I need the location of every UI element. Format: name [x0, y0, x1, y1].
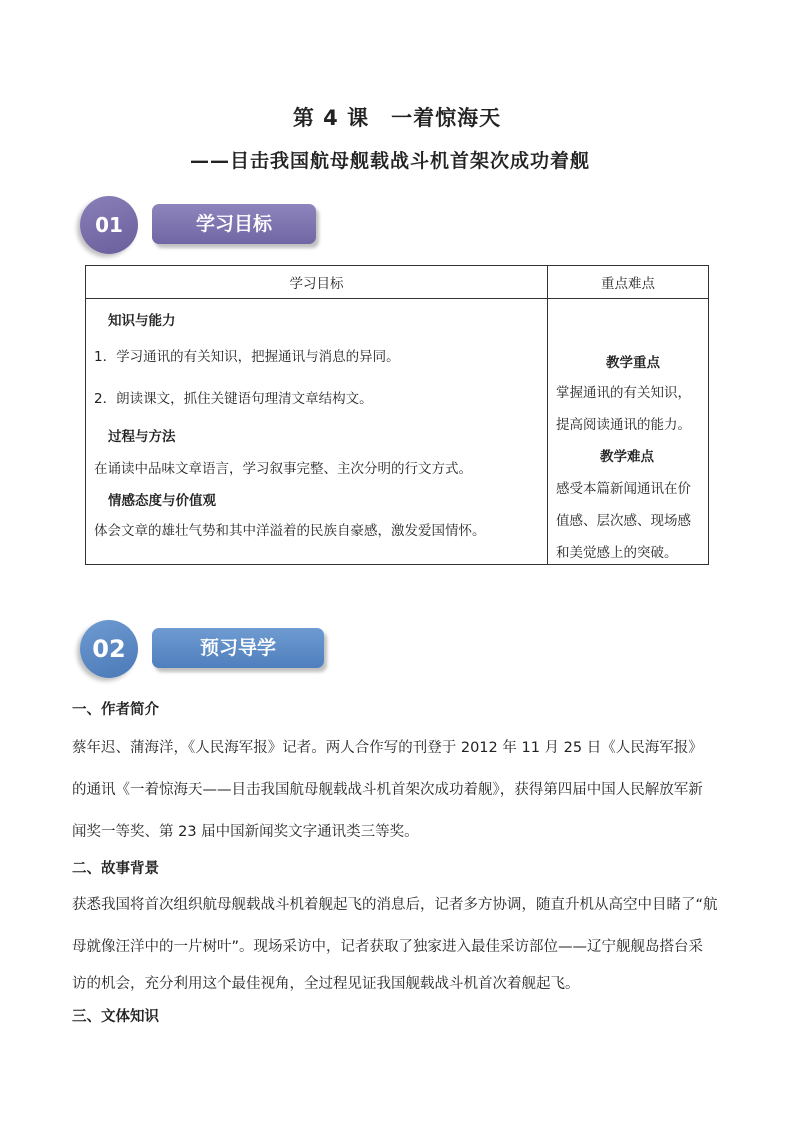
section-label: 学习目标 — [152, 204, 316, 244]
goals-cell — [86, 299, 548, 565]
author-text-line-2: 的通讯《一着惊海天——目击我国航母舰载战斗机首架次成功着舰》，获得第四届中国人民解放军新 — [72, 782, 703, 798]
section-number-badge-2: 02 — [80, 620, 138, 678]
heading-genre: 三、文体知识 — [72, 1009, 159, 1025]
lesson-title: 第 4 课 一着惊海天 — [292, 106, 502, 130]
heading-background: 二、故事背景 — [72, 861, 159, 877]
background-text-line-3: 访的机会，充分利用这个最佳视角，全过程见证我国舰载战斗机首次着舰起飞。 — [72, 976, 580, 992]
goal-emotion-text: 体会文章的雄壮气势和其中洋溢着的民族自豪感，激发爱国情怀。 — [94, 523, 486, 539]
author-text-line-3: 闻奖一等奖、第 23 届中国新闻奖文字通讯类三等奖。 — [72, 824, 419, 840]
focus-heading-difficult: 教学难点 — [600, 449, 654, 465]
goal-item-1: 1．学习通讯的有关知识，把握通讯与消息的异同。 — [94, 349, 400, 365]
goal-heading-process: 过程与方法 — [108, 429, 176, 445]
author-text-line-1: 蔡年迟、蒲海洋，《人民海军报》记者。两人合作写的刊登于 2012 年 11 月 25 日《人民海军报》 — [72, 740, 703, 756]
focus-heading-key: 教学重点 — [606, 355, 660, 371]
table-header-goals: 学习目标 — [86, 266, 548, 299]
lesson-subtitle: ——目击我国航母舰载战斗机首架次成功着舰 — [190, 150, 591, 172]
background-text-line-2: 母就像汪洋中的一片树叶”。现场采访中，记者获取了独家进入最佳采访部位——辽宁舰舰岛搭台采 — [72, 939, 704, 955]
goal-process-text: 在诵读中品味文章语言，学习叙事完整、主次分明的行文方式。 — [94, 461, 472, 477]
goal-heading-knowledge: 知识与能力 — [108, 313, 176, 329]
focus-line-5: 和美觉感上的突破。 — [556, 545, 678, 561]
learning-goals-table — [85, 265, 709, 565]
background-text-line-1: 获悉我国将首次组织航母舰载战斗机着舰起飞的消息后，记者多方协调，随直升机从高空中目睹了“航 — [72, 897, 718, 913]
section-label-2: 预习导学 — [152, 628, 324, 668]
focus-line-3: 感受本篇新闻通讯在价 — [556, 481, 691, 497]
focus-line-4: 值感、层次感、现场感 — [556, 513, 691, 529]
table-header-focus: 重点难点 — [548, 266, 709, 299]
focus-line-2: 提高阅读通讯的能力。 — [556, 417, 691, 433]
goal-item-2: 2．朗读课文，抓住关键语句理清文章结构文。 — [94, 391, 373, 407]
focus-line-1: 掌握通讯的有关知识， — [556, 385, 691, 401]
goal-heading-emotion: 情感态度与价值观 — [108, 493, 216, 509]
heading-author: 一、作者简介 — [72, 702, 159, 718]
focus-cell — [548, 299, 709, 565]
section-number-badge: 01 — [80, 196, 138, 254]
